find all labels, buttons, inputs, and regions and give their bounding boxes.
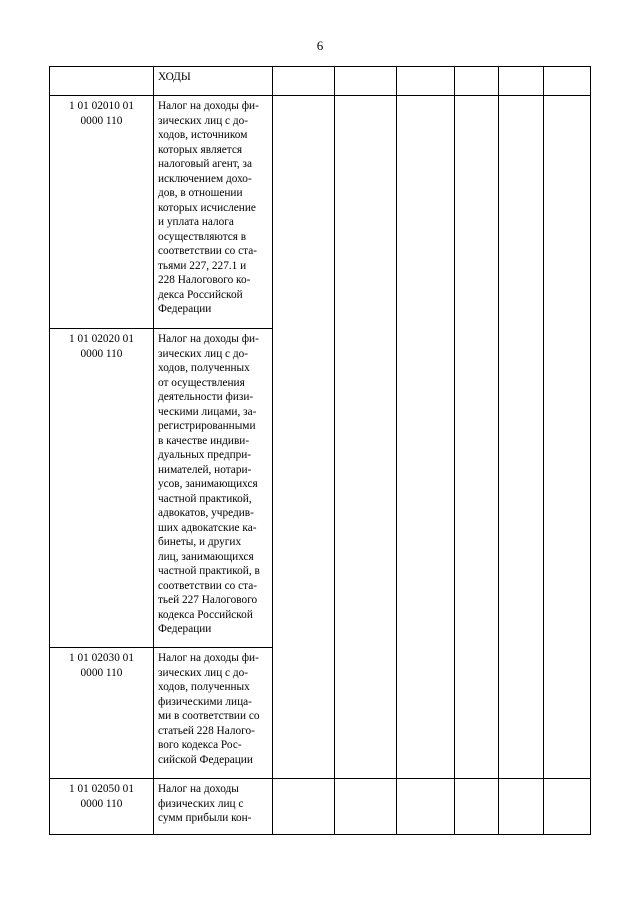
name-line: статьей 228 Налого- (158, 724, 255, 737)
page-number: 6 (316, 38, 324, 53)
value-cell (273, 67, 335, 96)
code-line: 1 01 02020 01 (69, 333, 134, 345)
code-cell (50, 67, 154, 96)
name-line: тьей 227 Налогового (158, 594, 258, 606)
table-row (50, 96, 591, 329)
name-line: нимателей, нотари- (158, 463, 252, 476)
value-cell (544, 779, 591, 835)
name-line: ми в соответствии со (158, 710, 260, 722)
name-line: и уплата налога (158, 216, 234, 228)
value-cell (397, 67, 455, 96)
name-cell (154, 96, 273, 329)
code-line: 0000 110 (80, 797, 123, 810)
name-line: физических лиц с (158, 797, 244, 810)
table-row (50, 779, 591, 835)
code-cell (50, 648, 154, 779)
name-cell (154, 779, 273, 835)
name-line: бинеты, и других (158, 536, 242, 548)
value-cell (273, 779, 335, 835)
name-line: кодекса Российской (158, 608, 253, 621)
code-cell (50, 96, 154, 329)
value-cell (544, 96, 591, 779)
name-cell: ХОДЫ (154, 67, 273, 96)
name-line: ческими лицами, за- (158, 405, 257, 418)
value-cell (544, 67, 591, 96)
name-line: ходов, источником (158, 129, 248, 141)
value-cell (499, 779, 544, 835)
name-line: Налог на доходы фи- (158, 100, 259, 112)
name-line: усов, занимающихся (158, 478, 258, 490)
name-line: 228 Налогового ко- (158, 274, 251, 286)
value-cell (273, 96, 335, 779)
code-line: 0000 110 (80, 666, 123, 679)
name-line: осуществляются в (158, 230, 247, 243)
code-line: 1 01 02010 01 (69, 100, 134, 112)
name-line: ших адвокатские ка- (158, 521, 257, 534)
name-line: Налог на доходы фи- (158, 333, 259, 345)
name-line: регистрированными (158, 420, 256, 432)
name-cell (154, 648, 273, 779)
name-line: зических лиц с до- (158, 666, 249, 679)
value-cell (397, 96, 455, 779)
name-line: декса Российской (158, 288, 243, 301)
value-cell (335, 96, 397, 779)
name-line: сумм прибыли кон- (158, 812, 252, 824)
name-line: Налог на доходы фи- (158, 652, 259, 664)
name-cell (154, 329, 273, 648)
name-line: тьями 227, 227.1 и (158, 259, 247, 272)
name-line: лиц, занимающихся (158, 550, 254, 563)
value-cell (397, 779, 455, 835)
name-line: исключением дохо- (158, 172, 252, 185)
header-row (50, 67, 591, 96)
value-cell (499, 67, 544, 96)
name-line: соответствии со ста- (158, 579, 258, 592)
name-line: зических лиц с до- (158, 114, 249, 127)
name-line: физическими лица- (158, 695, 252, 708)
name-line: Федерации (158, 303, 212, 315)
value-cell (335, 779, 397, 835)
value-cell (499, 96, 544, 779)
code-line: 0000 110 (80, 114, 123, 127)
name-line: сийской Федерации (158, 753, 253, 766)
code-line: 1 01 02050 01 (69, 783, 134, 795)
name-line: частной практикой, в (158, 565, 260, 577)
name-line: дуальных предпри- (158, 449, 252, 461)
name-line: адвокатов, учредив- (158, 507, 254, 519)
name-line: налоговый агент, за (158, 158, 253, 170)
value-cell (455, 96, 499, 779)
name-line: которых исчисление (158, 201, 256, 214)
name-line: дов, в отношении (158, 187, 243, 199)
name-line: Налог на доходы (158, 783, 239, 795)
name-line: в качестве индиви- (158, 434, 250, 447)
name-line: соответствии со ста- (158, 245, 258, 257)
value-cell (335, 67, 397, 96)
name-line: Федерации (158, 623, 212, 635)
name-line: ходов, полученных (158, 362, 250, 374)
value-cell (455, 779, 499, 835)
name-line: которых является (158, 143, 243, 156)
revenue-table (49, 66, 591, 835)
name-line: частной практикой, (158, 492, 252, 505)
name-line: от осуществления (158, 376, 245, 389)
code-cell (50, 779, 154, 835)
name-line: зических лиц с до- (158, 347, 249, 360)
name-line: деятельности физи- (158, 391, 254, 403)
code-line: 0000 110 (80, 347, 123, 360)
code-line: 1 01 02030 01 (69, 652, 134, 664)
value-cell (455, 67, 499, 96)
name-line: ходов, полученных (158, 681, 250, 693)
name-line: вого кодекса Рос- (158, 739, 242, 751)
code-cell (50, 329, 154, 648)
